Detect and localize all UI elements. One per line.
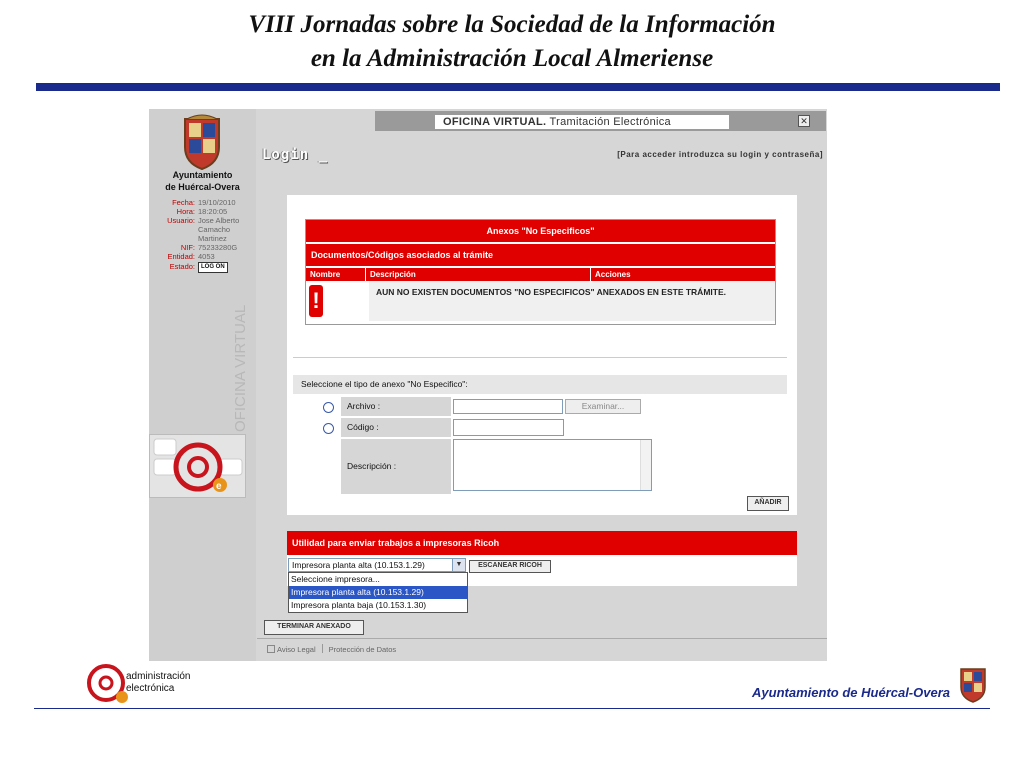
login-help-text: [Para acceder introduzca su login y contraseña] — [617, 150, 823, 159]
printer-option-selected[interactable]: Impresora planta alta (10.153.1.29) — [289, 586, 467, 599]
anexos-subheader: Documentos/Códigos asociados al trámite — [306, 244, 775, 268]
info-fecha — [151, 198, 255, 207]
archivo-radio[interactable] — [323, 402, 334, 413]
info-value: 18:20:05 — [198, 207, 228, 216]
info-entidad — [151, 252, 255, 261]
codigo-label: Código : — [341, 418, 451, 437]
footer-divider — [257, 638, 827, 639]
ae-line1: administración — [126, 671, 191, 682]
ricoh-header: Utilidad para enviar trabajos a impresoras Ricoh — [287, 531, 797, 555]
empty-message: AUN NO EXISTEN DOCUMENTOS "NO ESPECIFICOS" ANEXADOS EN ESTE TRÁMITE. — [369, 281, 775, 321]
ae-logo-text — [126, 671, 190, 695]
codigo-input[interactable] — [453, 419, 564, 436]
slide-title-line1: VIII Jornadas sobre la Sociedad de la Información — [248, 11, 776, 38]
add-button[interactable]: AÑADIR — [747, 496, 789, 511]
top-bar — [375, 111, 826, 131]
archivo-row — [293, 397, 787, 416]
link-separator — [322, 644, 323, 653]
info-hora — [151, 207, 255, 216]
org-name — [149, 169, 256, 193]
info-value: 4053 — [198, 252, 215, 261]
exclamation-cell — [306, 281, 369, 321]
app-title — [435, 115, 729, 129]
app-title-rest: Tramitación Electrónica — [546, 116, 671, 128]
examinar-button[interactable]: Examinar... — [565, 399, 641, 414]
slide-title-rule — [36, 83, 1000, 91]
column-header: Acciones — [595, 270, 631, 279]
archivo-label: Archivo : — [341, 397, 451, 416]
proteccion-datos-link[interactable]: Protección de Datos — [328, 645, 397, 654]
svg-text:e: e — [216, 481, 222, 492]
ae-line2: electrónica — [126, 683, 175, 694]
info-label: Estado: — [169, 262, 195, 271]
printer-select[interactable] — [288, 558, 466, 572]
info-label: Hora: — [176, 207, 195, 216]
at-logo-icon — [149, 434, 246, 498]
app-title-bold: OFICINA VIRTUAL. — [443, 116, 547, 128]
info-label: Usuario: — [167, 216, 195, 225]
slide-title-line2: en la Administración Local Almeriense — [310, 45, 714, 72]
org-name-line2: de Huércal-Overa — [165, 182, 240, 192]
descripcion-textarea[interactable] — [453, 439, 652, 491]
close-icon[interactable]: ✕ — [798, 115, 810, 127]
oficina-virtual-watermark — [227, 294, 251, 434]
printer-option[interactable]: Impresora planta baja (10.153.1.30) — [291, 600, 427, 610]
empty-message-row — [306, 281, 775, 321]
org-name-line1: Ayuntamiento — [172, 170, 233, 180]
logout-button[interactable]: LOG ON — [198, 262, 228, 273]
session-info — [151, 198, 255, 273]
textarea-scrollbar[interactable] — [640, 440, 651, 490]
column-header: Nombre — [306, 268, 366, 281]
login-title: Login _ — [262, 147, 329, 163]
info-usuario — [151, 216, 255, 243]
codigo-radio[interactable] — [323, 423, 334, 434]
footer-links — [267, 644, 396, 656]
info-value: 19/10/2010 — [198, 198, 236, 207]
printer-option[interactable]: Seleccione impresora... — [291, 574, 380, 584]
column-header: Descripción — [366, 268, 591, 281]
info-value: 75233280G — [198, 243, 238, 252]
app-screenshot — [149, 109, 827, 661]
vertical-label: OFICINA VIRTUAL — [232, 304, 249, 432]
chevron-down-icon[interactable]: ▼ — [452, 559, 465, 571]
anexos-panel — [287, 195, 797, 515]
escanear-ricoh-button[interactable]: ESCANEAR RICOH — [469, 560, 551, 573]
select-type-label: Seleccione el tipo de anexo "No Especifico": — [293, 375, 787, 394]
printer-select-value: Impresora planta alta (10.153.1.29) — [292, 560, 425, 570]
codigo-row — [293, 418, 787, 437]
footer-org-name: Ayuntamiento de Huércal-Overa — [752, 685, 950, 700]
terminar-anexado-button[interactable]: TERMINAR ANEXADO — [264, 620, 364, 635]
info-value: Jose Alberto Camacho Martinez — [198, 216, 240, 243]
info-estado — [151, 262, 255, 273]
info-label: Entidad: — [167, 252, 195, 261]
printer-dropdown-list — [288, 572, 468, 613]
footer-crest-icon — [957, 665, 989, 703]
municipal-crest-icon — [177, 113, 227, 171]
info-label: NIF: — [180, 243, 195, 252]
info-label: Fecha: — [172, 198, 195, 207]
descripcion-row — [293, 439, 787, 494]
checkbox-icon — [267, 645, 275, 653]
archivo-input[interactable] — [453, 399, 563, 414]
footer-rule — [34, 708, 990, 709]
exclamation-icon: ! — [309, 285, 323, 317]
anexos-header: Anexos "No Especificos" — [306, 220, 775, 244]
anexos-columns — [306, 268, 775, 281]
anexos-table — [305, 219, 776, 325]
descripcion-label: Descripción : — [341, 439, 451, 494]
slide-title — [0, 8, 1024, 76]
section-divider — [293, 357, 787, 358]
left-sidebar — [149, 109, 256, 661]
info-nif — [151, 243, 255, 252]
aviso-legal-link[interactable]: Aviso Legal — [277, 645, 316, 654]
